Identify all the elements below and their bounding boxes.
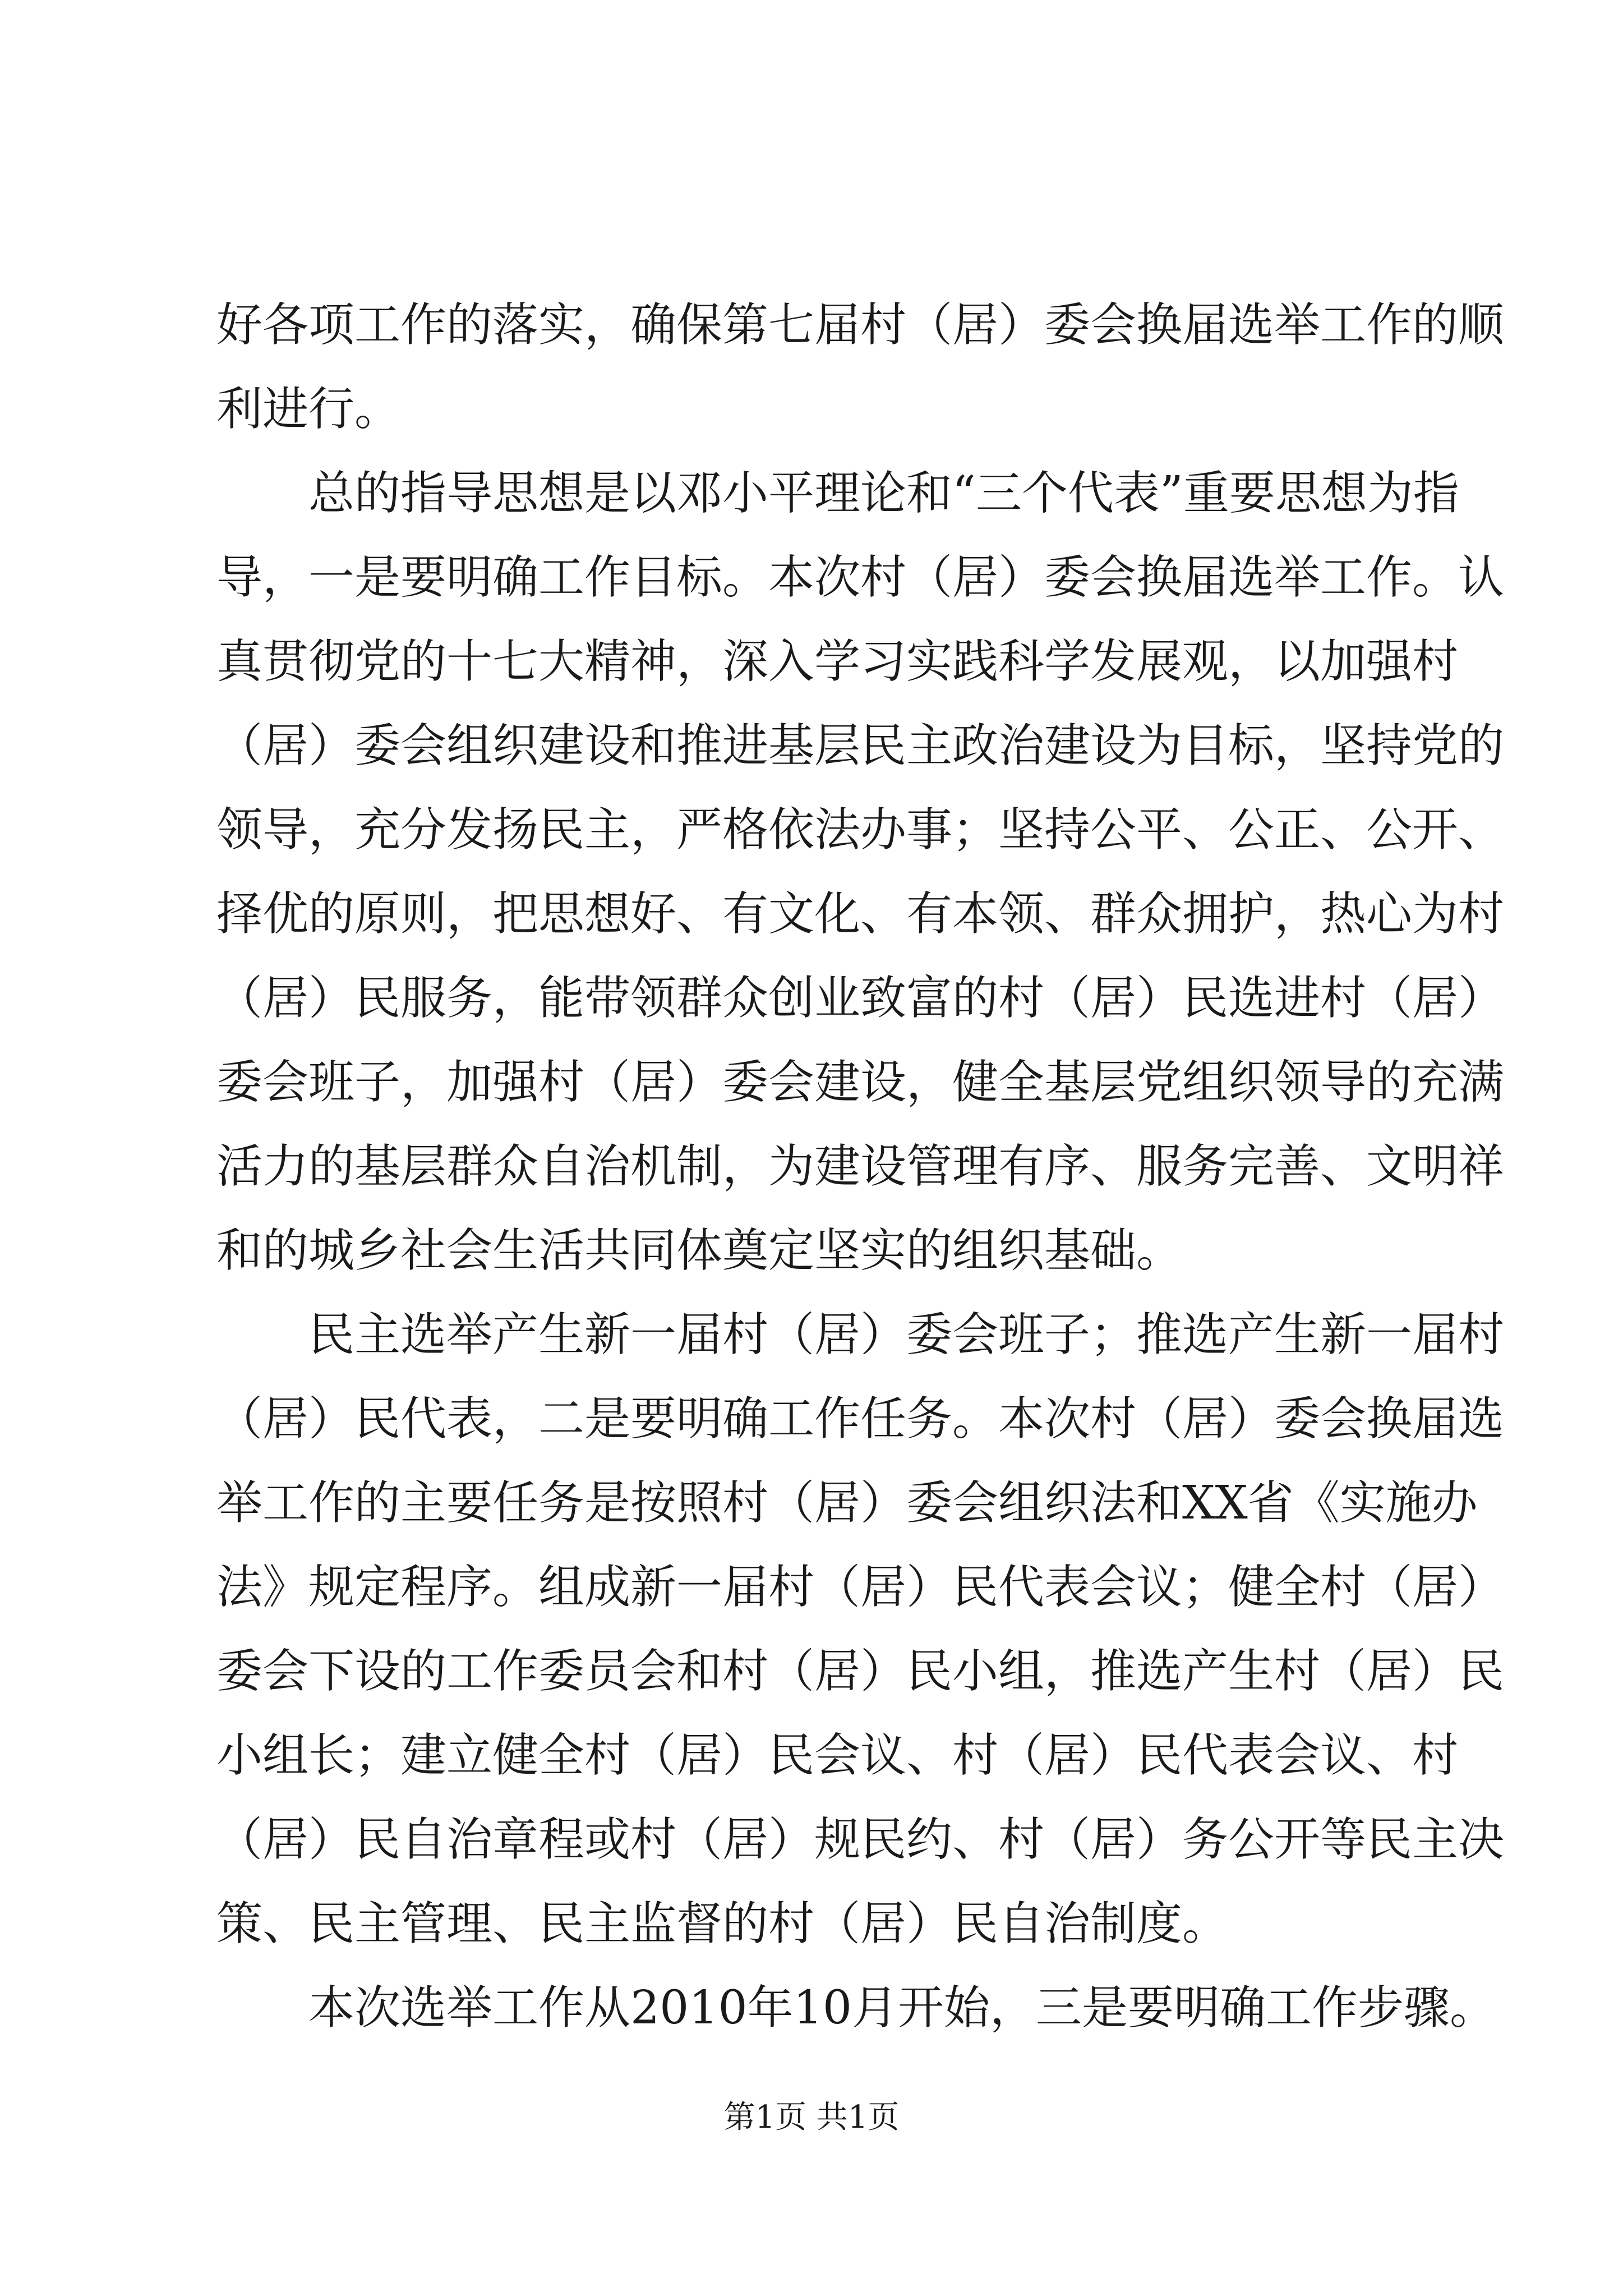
text-line: 民主选举产生新一届村（居）委会班子；推选产生新一届村 xyxy=(308,1308,1505,1361)
text-line: 小组长；建立健全村（居）民会议、村（居）民代表会议、村 xyxy=(216,1729,1459,1782)
text-line: 举工作的主要任务是按照村（居）委会组织法和XX省《实施办 xyxy=(216,1476,1478,1530)
text-line: 策、民主管理、民主监督的村（居）民自治制度。 xyxy=(216,1897,1229,1950)
text-line: （居）民代表，二是要明确工作任务。本次村（居）委会换届选 xyxy=(216,1392,1505,1446)
text-line: 好各项工作的落实，确保第七届村（居）委会换届选举工作的顺 xyxy=(216,298,1505,352)
text-line: 和的城乡社会生活共同体奠定坚实的组织基础。 xyxy=(216,1224,1183,1277)
page-footer: 第1页 共1页 xyxy=(723,2099,900,2136)
text-line: 活力的基层群众自治机制，为建设管理有序、服务完善、文明祥 xyxy=(216,1140,1505,1193)
text-line: 导，一是要明确工作目标。本次村（居）委会换届选举工作。认 xyxy=(216,551,1505,604)
text-line: 委会下设的工作委员会和村（居）民小组，推选产生村（居）民 xyxy=(216,1645,1505,1698)
text-line: （居）民自治章程或村（居）规民约、村（居）务公开等民主决 xyxy=(216,1813,1505,1866)
text-line: 委会班子，加强村（居）委会建设，健全基层党组织领导的充满 xyxy=(216,1056,1505,1109)
document-body xyxy=(216,283,1505,2050)
text-line: 领导，充分发扬民主，严格依法办事；坚持公平、公正、公开、 xyxy=(216,803,1505,857)
text-line: 法》规定程序。组成新一届村（居）民代表会议；健全村（居） xyxy=(216,1561,1505,1614)
text-line: 择优的原则，把思想好、有文化、有本领、群众拥护，热心为村 xyxy=(216,887,1505,941)
text-line: 利进行。 xyxy=(216,383,401,436)
text-line: 本次选举工作从2010年10月开始，三是要明确工作步骤。 xyxy=(308,1981,1496,2035)
text-line: （居）委会组织建设和推进基层民主政治建设为目标，坚持党的 xyxy=(216,719,1505,772)
text-line: 真贯彻党的十七大精神，深入学习实践科学发展观，以加强村 xyxy=(216,635,1459,688)
text-line: 总的指导思想是以邓小平理论和“三个代表”重要思想为指 xyxy=(308,467,1459,520)
text-line: （居）民服务，能带领群众创业致富的村（居）民选进村（居） xyxy=(216,972,1505,1025)
